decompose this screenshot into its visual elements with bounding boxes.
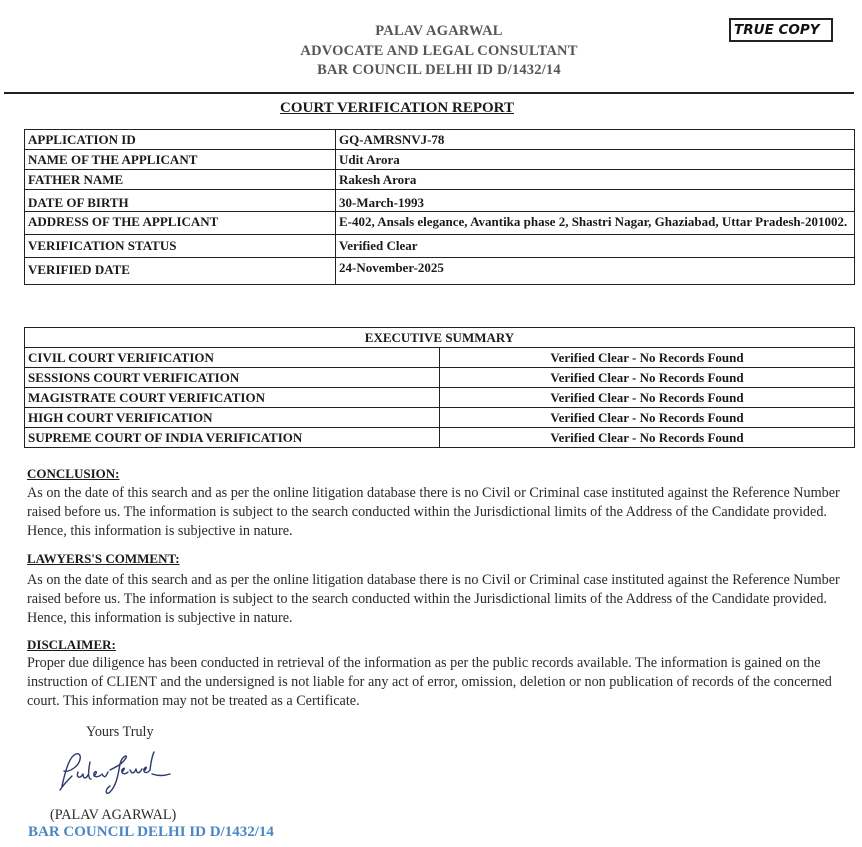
row-value: GQ-AMRSNVJ-78 [336, 130, 855, 150]
row-value: Rakesh Arora [336, 170, 855, 190]
signatory-bar-id: BAR COUNCIL DELHI ID D/1432/14 [28, 824, 274, 840]
lawyers-comment-title: LAWYERS'S COMMENT: [27, 551, 180, 566]
table-row [25, 258, 855, 285]
table-row [25, 190, 855, 212]
row-label: VERIFIED DATE [25, 258, 336, 285]
row-label: SUPREME COURT OF INDIA VERIFICATION [25, 428, 440, 448]
row-label: APPLICATION ID [25, 130, 336, 150]
lawyers-comment-text: As on the date of this search and as per the online litigation database there is no Civil or Criminal case instituted against the Reference Number raised before us. The information is subject to the search conducted within the Jurisdictional limits of the Address of the Candidate provided. Hence, this information is subjective in nature. [27, 572, 840, 626]
table-row [25, 212, 855, 235]
advocate-bar-id: BAR COUNCIL DELHI ID D/1432/14 [317, 62, 561, 78]
row-value: Verified Clear [336, 235, 855, 258]
applicant-details-table [24, 129, 855, 285]
row-value: E-402, Ansals elegance, Avantika phase 2, Shastri Nagar, Ghaziabad, Uttar Pradesh-201002. [336, 212, 855, 235]
row-label: CIVIL COURT VERIFICATION [25, 348, 440, 368]
summary-heading: EXECUTIVE SUMMARY [25, 328, 855, 348]
true-copy-stamp: TRUE COPY [729, 18, 833, 42]
row-label: DATE OF BIRTH [25, 190, 336, 212]
signature-image [52, 746, 182, 804]
closing-salutation: Yours Truly [86, 724, 154, 740]
table-row [25, 408, 855, 428]
row-value: 24-November-2025 [336, 258, 855, 285]
table-row [25, 328, 855, 348]
row-label: VERIFICATION STATUS [25, 235, 336, 258]
report-title: COURT VERIFICATION REPORT [280, 100, 514, 116]
table-row [25, 130, 855, 150]
table-row [25, 388, 855, 408]
table-row [25, 235, 855, 258]
row-value: Verified Clear - No Records Found [440, 408, 855, 428]
advocate-name: PALAV AGARWAL [375, 23, 503, 39]
row-value: Udit Arora [336, 150, 855, 170]
row-label: MAGISTRATE COURT VERIFICATION [25, 388, 440, 408]
row-value: Verified Clear - No Records Found [440, 428, 855, 448]
row-value: Verified Clear - No Records Found [440, 348, 855, 368]
disclaimer-text: Proper due diligence has been conducted in retrieval of the information as per the public records available. The information is gained on the instruction of CLIENT and the undersigned is not liable for any act of error, omission, deletion or non publication of records of the concerned court. This information may not be treated as a Certificate. [27, 655, 832, 709]
table-row [25, 368, 855, 388]
disclaimer-title: DISCLAIMER: [27, 637, 116, 652]
row-label: ADDRESS OF THE APPLICANT [25, 212, 336, 235]
row-value: 30-March-1993 [336, 190, 855, 212]
row-label: SESSIONS COURT VERIFICATION [25, 368, 440, 388]
signatory-name: (PALAV AGARWAL) [50, 807, 177, 823]
conclusion-text: As on the date of this search and as per the online litigation database there is no Civil or Criminal case instituted against the Reference Number raised before us. The information is subject to the search conducted within the Jurisdictional limits of the Address of the Candidate provided. Hence, this information is subjective in nature. [27, 485, 840, 539]
table-row [25, 428, 855, 448]
table-row [25, 150, 855, 170]
table-row [25, 170, 855, 190]
header-divider [4, 92, 854, 94]
executive-summary-table [24, 327, 855, 448]
row-value: Verified Clear - No Records Found [440, 388, 855, 408]
row-label: FATHER NAME [25, 170, 336, 190]
row-value: Verified Clear - No Records Found [440, 368, 855, 388]
conclusion-title: CONCLUSION: [27, 466, 120, 481]
table-row [25, 348, 855, 368]
row-label: NAME OF THE APPLICANT [25, 150, 336, 170]
advocate-designation: ADVOCATE AND LEGAL CONSULTANT [300, 42, 578, 59]
row-label: HIGH COURT VERIFICATION [25, 408, 440, 428]
